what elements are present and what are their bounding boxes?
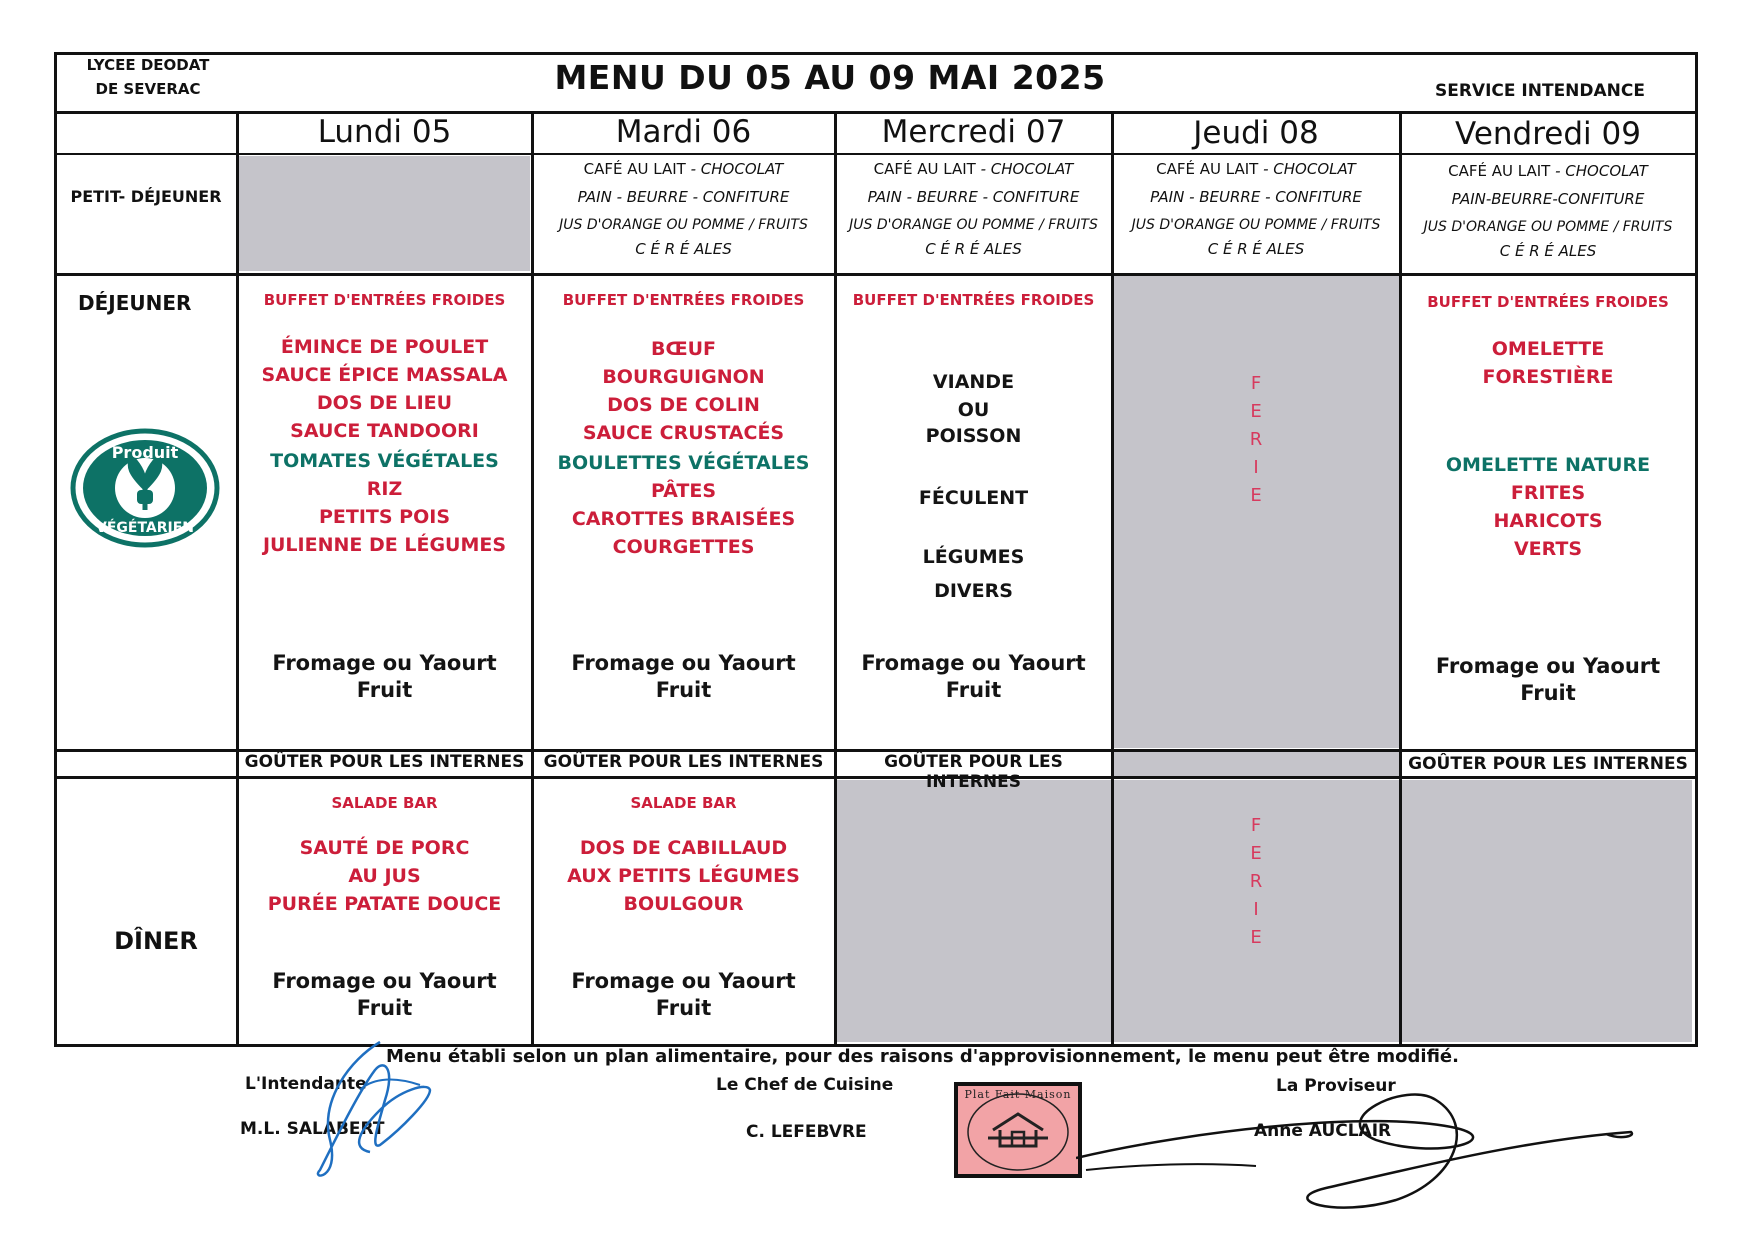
table-border-top bbox=[54, 52, 1698, 55]
day-header-mardi: Mardi 06 bbox=[615, 114, 752, 150]
hline-breakfast bbox=[54, 273, 1698, 276]
row-label-dejeuner: DÉJEUNER bbox=[78, 291, 192, 315]
chef-name: C. LEFEBVRE bbox=[746, 1122, 867, 1142]
day-header-vendredi: Vendredi 09 bbox=[1455, 116, 1641, 152]
buffet-label: BUFFET D'ENTRÉES FROIDES bbox=[263, 291, 506, 309]
badge-bottom-text: VÉGÉTARIEN bbox=[95, 520, 195, 536]
row-label-petit-dejeuner: PETIT- DÉJEUNER bbox=[70, 187, 222, 206]
dinner-lundi-dessert: Fromage ou Yaourt Fruit bbox=[272, 969, 497, 1020]
buffet-label: BUFFET D'ENTRÉES FROIDES bbox=[562, 291, 805, 309]
jeudi-lunch-closed bbox=[1113, 276, 1399, 748]
service-label: SERVICE INTENDANCE bbox=[1434, 81, 1645, 101]
lunch-lundi-dessert: Fromage ou Yaourt Fruit bbox=[272, 651, 497, 702]
lunch-lundi: BUFFET D'ENTRÉES FROIDES ÉMINCE DE POULET SAUCE ÉPICE MASSALA DOS DE LIEU SAUCE TANDOORI TOMATES VÉGÉTALES RIZ PETITS POIS JULIENNE DE LÉGUMES bbox=[238, 291, 531, 559]
dinner-mardi: SALADE BAR DOS DE CABILLAUD AUX PETITS LÉGUMES BOULGOUR bbox=[533, 794, 834, 918]
breakfast-mercredi: CAFÉ AU LAIT - CHOCOLAT PAIN - BEURRE - CONFITURE JUS D'ORANGE OU POMME / FRUITS C É R É ALES bbox=[849, 160, 1098, 258]
lunch-vendredi: BUFFET D'ENTRÉES FROIDES OMELETTE FORESTIÈRE OMELETTE NATURE FRITES HARICOTS VERTS bbox=[1401, 293, 1695, 563]
gouter-mercredi: GOÛTER POUR LES INTERNES bbox=[884, 752, 1063, 792]
lunch-mardi-dessert: Fromage ou Yaourt Fruit bbox=[571, 651, 796, 702]
school-name: LYCEE DEODAT DE SEVERAC bbox=[86, 56, 210, 98]
day-header-lundi: Lundi 05 bbox=[317, 114, 452, 150]
salade-bar-label: SALADE BAR bbox=[331, 794, 438, 812]
lunch-vendredi-dessert: Fromage ou Yaourt Fruit bbox=[1435, 654, 1661, 705]
badge-top-text: Produit bbox=[111, 443, 179, 462]
gouter-mardi: GOÛTER POUR LES INTERNES bbox=[543, 752, 824, 772]
footer-note: Menu établi selon un plan alimentaire, pour des raisons d'approvisionnement, le menu peut être modifié. bbox=[386, 1046, 1459, 1067]
lunch-mercredi bbox=[836, 291, 1111, 309]
dinner-mardi-dessert: Fromage ou Yaourt Fruit bbox=[571, 969, 796, 1020]
gouter-vendredi: GOÛTER POUR LES INTERNES bbox=[1408, 754, 1688, 774]
vegetarian-dish: OMELETTE NATURE bbox=[1445, 454, 1651, 476]
vegetarian-dish: TOMATES VÉGÉTALES bbox=[270, 450, 499, 472]
table-border-right bbox=[1695, 52, 1698, 1047]
salade-bar-label: SALADE BAR bbox=[630, 794, 737, 812]
vegetarian-dish: BOULETTES VÉGÉTALES bbox=[557, 452, 810, 474]
day-header-jeudi: Jeudi 08 bbox=[1193, 115, 1319, 151]
intendante-name: M.L. SALABERT bbox=[240, 1119, 385, 1139]
proviseur-title: La Proviseur bbox=[1276, 1076, 1396, 1096]
ferie-dinner: F E R I E bbox=[1249, 815, 1263, 948]
vegetarian-badge-icon bbox=[70, 428, 220, 548]
buffet-label: BUFFET D'ENTRÉES FROIDES bbox=[1427, 293, 1669, 311]
stamp-text: Plat Fait Maison bbox=[964, 1088, 1072, 1101]
row-label-diner: DÎNER bbox=[114, 927, 198, 955]
buffet-label: BUFFET D'ENTRÉES FROIDES bbox=[852, 291, 1095, 309]
signature-proviseur-icon bbox=[1076, 1070, 1636, 1220]
breakfast-lundi-empty bbox=[238, 156, 530, 271]
dinner-lundi: SALADE BAR SAUTÉ DE PORC AU JUS PURÉE PATATE DOUCE bbox=[238, 794, 531, 918]
signature-intendante-icon bbox=[300, 1030, 450, 1190]
lunch-mardi: BUFFET D'ENTRÉES FROIDES BŒUF BOURGUIGNON DOS DE COLIN SAUCE CRUSTACÉS BOULETTES VÉGÉTALES PÂTES CAROTTES BRAISÉES COURGETTES bbox=[533, 291, 834, 561]
chef-title: Le Chef de Cuisine bbox=[716, 1075, 894, 1095]
day-header-mercredi: Mercredi 07 bbox=[881, 114, 1066, 150]
breakfast-jeudi: CAFÉ AU LAIT - CHOCOLAT PAIN - BEURRE - CONFITURE JUS D'ORANGE OU POMME / FRUITS C É R É ALES bbox=[1131, 160, 1381, 258]
fait-maison-stamp bbox=[954, 1082, 1082, 1178]
gouter-lundi: GOÛTER POUR LES INTERNES bbox=[244, 752, 525, 772]
vendredi-dinner-closed bbox=[1401, 780, 1692, 1042]
intendante-title: L'Intendante bbox=[245, 1074, 367, 1094]
breakfast-vendredi: CAFÉ AU LAIT - CHOCOLAT PAIN-BEURRE-CONFITURE JUS D'ORANGE OU POMME / FRUITS C É R É ALES bbox=[1423, 162, 1673, 260]
ferie-lunch: F E R I E bbox=[1249, 373, 1263, 506]
proviseur-name: Anne AUCLAIR bbox=[1254, 1121, 1392, 1141]
page-title: MENU DU 05 AU 09 MAI 2025 bbox=[554, 58, 1106, 97]
breakfast-mardi: CAFÉ AU LAIT - CHOCOLAT PAIN - BEURRE - CONFITURE JUS D'ORANGE OU POMME / FRUITS C É R É ALES bbox=[559, 160, 808, 258]
lunch-mercredi-dessert: Fromage ou Yaourt Fruit bbox=[861, 651, 1086, 702]
mercredi-dinner-closed bbox=[836, 780, 1111, 1042]
jeudi-gouter-closed bbox=[1113, 752, 1399, 776]
